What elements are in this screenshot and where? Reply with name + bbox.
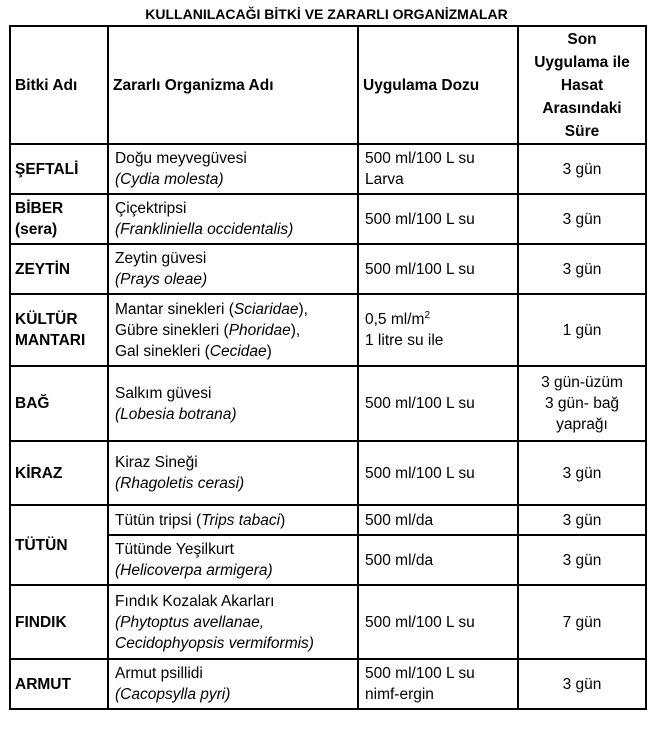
plant-name: KÜLTÜR [15, 311, 78, 328]
plant-cell: TÜTÜN [10, 505, 108, 585]
pest-name: Mantar sinekleri ( [115, 300, 234, 318]
dose-value: 500 ml/100 L su [365, 665, 475, 682]
pest-name: Gübre sinekleri ( [115, 321, 229, 339]
dose-cell: 500 ml/100 L su [358, 585, 518, 659]
pest-cell [108, 505, 358, 535]
time-cell: 3 gün [518, 144, 646, 194]
table-row [10, 585, 646, 659]
dose-cell: 500 ml/100 L su [358, 366, 518, 441]
plant-cell [10, 194, 108, 244]
header-dose: Uygulama Dozu [358, 26, 518, 144]
header-time-line: Hasat [560, 76, 604, 94]
pest-cell [108, 144, 358, 194]
plant-name: MANTARI [15, 332, 86, 349]
table-row [10, 505, 646, 535]
plant-cell: ARMUT [10, 659, 108, 709]
pest-punct: ), [298, 300, 308, 318]
time-cell [518, 366, 646, 441]
pest-name: Doğu meyvegüvesi [115, 150, 247, 167]
pest-name: Tütünde Yeşilkurt [115, 541, 234, 558]
pest-cell [108, 585, 358, 659]
plant-cell: KİRAZ [10, 441, 108, 505]
table-row [10, 441, 646, 505]
pest-cell [108, 441, 358, 505]
dose-cell [358, 294, 518, 366]
header-time-line: Süre [564, 122, 600, 140]
pest-cell [108, 659, 358, 709]
dose-cell: 500 ml/da [358, 505, 518, 535]
header-time [518, 26, 646, 144]
pest-scientific-name: (Lobesia botrana) [115, 405, 237, 423]
pest-name: Kiraz Sineği [115, 454, 198, 471]
dose-value: 500 ml/100 L su [365, 150, 475, 167]
pest-scientific-name: (Rhagoletis cerasi) [115, 475, 245, 492]
dose-cell: 500 ml/100 L su [358, 194, 518, 244]
pest-cell [108, 294, 358, 366]
table-row [10, 659, 646, 709]
pest-punct: ) [266, 342, 272, 360]
dose-cell: 500 ml/da [358, 535, 518, 585]
pest-cell [108, 244, 358, 294]
plant-cell [10, 294, 108, 366]
pest-name: Salkım güvesi [115, 384, 212, 402]
pest-cell [108, 535, 358, 585]
pest-line [115, 299, 351, 320]
pest-scientific-name: (Frankliniella occidentalis) [115, 221, 294, 238]
table-row [10, 244, 646, 294]
pest-name: Gal sinekleri ( [115, 342, 210, 360]
pest-name: Tütün tripsi ( [115, 511, 202, 529]
time-cell: 3 gün [518, 535, 646, 585]
pest-line [115, 341, 351, 362]
pest-name: Zeytin güvesi [115, 250, 207, 267]
pesticide-table [9, 25, 647, 710]
pest-cell [108, 194, 358, 244]
table-row [10, 366, 646, 441]
table-row [10, 294, 646, 366]
dose-cell [358, 144, 518, 194]
time-cell: 3 gün [518, 194, 646, 244]
plant-cell: FINDIK [10, 585, 108, 659]
header-plant: Bitki Adı [10, 26, 108, 144]
pest-scientific-name: Cecidae [209, 342, 267, 360]
dose-cell: 500 ml/100 L su [358, 441, 518, 505]
pest-scientific-name: Phoridae [228, 321, 291, 339]
dose-cell: 500 ml/100 L su [358, 244, 518, 294]
pest-punct: ) [280, 511, 286, 529]
pest-scientific-name: Sciaridae [233, 300, 299, 318]
pest-name: Çiçektripsi [115, 200, 187, 217]
pest-line [115, 320, 351, 341]
table-row [10, 144, 646, 194]
pest-scientific-name: Cecidophyopsis vermiformis) [115, 634, 314, 652]
pest-scientific-name: Trips tabaci [201, 511, 281, 529]
time-cell: 1 gün [518, 294, 646, 366]
time-value: yaprağı [556, 416, 608, 433]
pest-punct: ), [290, 321, 301, 339]
plant-cell: ŞEFTALİ [10, 144, 108, 194]
header-row [10, 26, 646, 144]
table-row [10, 194, 646, 244]
time-cell: 3 gün [518, 659, 646, 709]
header-time-line: Arasındaki [542, 99, 622, 117]
page-title: KULLANILACAĞI BİTKİ VE ZARARLI ORGANİZMALAR [145, 6, 508, 22]
dose-value [365, 309, 511, 330]
time-cell: 3 gün [518, 505, 646, 535]
time-cell: 7 gün [518, 585, 646, 659]
plant-cell: ZEYTİN [10, 244, 108, 294]
header-time-line: Son [567, 30, 597, 48]
plant-cell: BAĞ [10, 366, 108, 441]
time-cell: 3 gün [518, 441, 646, 505]
header-time-line: Uygulama ile [534, 53, 630, 71]
pest-scientific-name: (Prays oleae) [115, 271, 208, 288]
dose-stage: Larva [365, 171, 404, 188]
dose-cell [358, 659, 518, 709]
pest-name: Fındık Kozalak Akarları [115, 592, 275, 610]
dose-stage: nimf-ergin [365, 686, 434, 703]
plant-name: BİBER [15, 200, 64, 217]
pest-scientific-name: (Helicoverpa armigera) [115, 562, 273, 579]
time-cell: 3 gün [518, 244, 646, 294]
pest-cell [108, 366, 358, 441]
pest-scientific-name: (Phytoptus avellanae, [115, 613, 265, 631]
dose-amount: 0,5 ml/m [365, 311, 425, 328]
dose-note: 1 litre su ile [365, 332, 444, 349]
pest-name: Armut psillidi [115, 665, 203, 682]
pest-line [115, 510, 351, 531]
time-value: 3 gün-üzüm [541, 374, 623, 391]
pest-scientific-name: (Cacopsylla pyri) [115, 686, 231, 703]
time-value: 3 gün- bağ [544, 395, 620, 412]
header-pest: Zararlı Organizma Adı [108, 26, 358, 144]
dose-exponent: 2 [424, 310, 430, 321]
pest-scientific-name: (Cydia molesta) [115, 171, 224, 188]
plant-note: (sera) [15, 221, 58, 238]
